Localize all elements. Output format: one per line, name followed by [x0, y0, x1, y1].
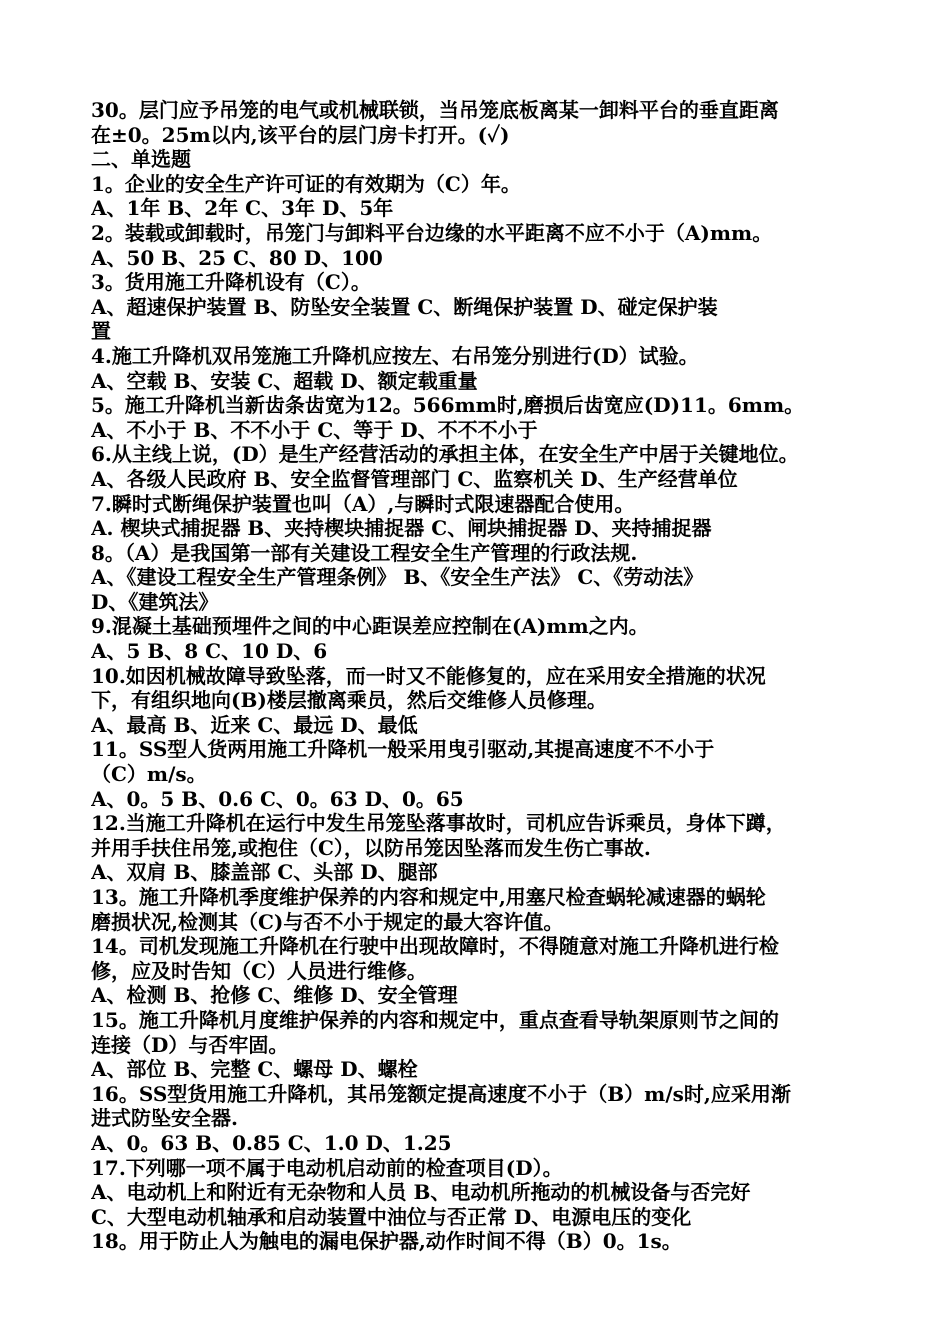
options-16: A、0。63 B、0.85 C、1.0 D、1.25 [91, 1130, 452, 1155]
question-7: 7.瞬时式断绳保护装置也叫（A）,与瞬时式限速器配合使用。 [91, 491, 635, 516]
question-11: 11。SS型人货两用施工升降机一般采用曳引驱动,其提高速度不不小于 [91, 737, 715, 762]
options-15: A、部位 B、完整 C、螺母 D、螺栓 [91, 1057, 418, 1082]
question-16-cont: 进式防坠安全器. [91, 1106, 238, 1131]
question-16: 16。SS型货用施工升降机，其吊笼额定提高速度不小于（B）m/s时,应采用渐 [91, 1081, 791, 1106]
options-12: A、双肩 B、膝盖部 C、头部 D、腿部 [91, 860, 438, 885]
question-8: 8。（A）是我国第一部有关建设工程安全生产管理的行政法规. [91, 540, 638, 565]
question-12: 12.当施工升降机在运行中发生吊笼坠落事故时，司机应告诉乘员，身体下蹲， [91, 811, 786, 836]
document-body [91, 98, 866, 1254]
question-1: 1。企业的安全生产许可证的有效期为（C）年。 [91, 171, 521, 196]
question-14-cont: 修，应及时告知（C）人员进行维修。 [91, 958, 427, 983]
question-13-cont: 磨损状况,检测其（C)与否不小于规定的最大容许值。 [91, 909, 564, 934]
question-15: 15。施工升降机月度维护保养的内容和规定中，重点查看导轨架原则节之间的 [91, 1007, 779, 1032]
options-14: A、检测 B、抢修 C、维修 D、安全管理 [91, 983, 458, 1008]
question-11-cont: （C）m/s。 [91, 762, 207, 787]
options-5: A、不小于 B、不不小于 C、等于 D、不不不小于 [91, 417, 538, 442]
question-3: 3。货用施工升降机设有（C）。 [91, 270, 371, 295]
question-10: 10.如因机械故障导致坠落，而一时又不能修复的，应在采用安全措施的状况 [91, 663, 766, 688]
options-17: A、电动机上和附近有无杂物和人员 B、电动机所拖动的机械设备与否完好 [91, 1180, 751, 1205]
options-3-cont: 置 [91, 319, 111, 344]
question-14: 14。司机发现施工升降机在行驶中出现故障时，不得随意对施工升降机进行检 [91, 934, 779, 959]
question-13: 13。施工升降机季度维护保养的内容和规定中,用塞尺检查蜗轮减速器的蜗轮 [91, 885, 766, 909]
question-2: 2。装载或卸载时，吊笼门与卸料平台边缘的水平距离不应不小于（A)mm。 [91, 220, 773, 245]
options-10: A、最高 B、近来 C、最远 D、最低 [91, 712, 418, 737]
question-6: 6.从主线上说，(D）是生产经营活动的承担主体，在安全生产中居于关键地位。 [91, 442, 799, 467]
options-2: A、50 B、25 C、80 D、100 [91, 245, 383, 270]
options-8-cont: D、《建筑法》 [91, 589, 219, 614]
options-1: A、1年 B、2年 C、3年 D、5年 [91, 196, 394, 221]
options-17-cont: C、大型电动机轴承和启动装置中油位与否正常 D、电源电压的变化 [91, 1204, 692, 1229]
options-6: A、各级人民政府 B、安全监督管理部门 C、监察机关 D、生产经营单位 [91, 466, 738, 491]
options-11: A、0。5 B、0.6 C、0。63 D、0。65 [91, 786, 464, 811]
question-18: 18。用于防止人为触电的漏电保护器,动作时间不得（B）0。1s。 [91, 1229, 682, 1254]
options-7: A. 楔块式捕捉器 B、夹持楔块捕捉器 C、闸块捕捉器 D、夹持捕捉器 [91, 516, 712, 541]
question-10-cont: 下，有组织地向(B)楼层撤离乘员，然后交维修人员修理。 [91, 688, 607, 713]
options-3: A、超速保护装置 B、防坠安全装置 C、断绳保护装置 D、碰定保护装 [91, 294, 718, 319]
question-17: 17.下列哪一项不属于电动机启动前的检查项目(D）。 [91, 1155, 563, 1180]
options-4: A、空载 B、安装 C、超载 D、额定载重量 [91, 368, 478, 393]
question-5: 5。施工升降机当新齿条齿宽为12。566mm时,磨损后齿宽应(D)11。6mm。 [91, 393, 805, 418]
question-4: 4.施工升降机双吊笼施工升降机应按左、右吊笼分别进行(D）试验。 [91, 343, 699, 368]
options-9: A、5 B、8 C、10 D、6 [91, 639, 328, 664]
text-line: 30。层门应予吊笼的电气或机械联锁，当吊笼底板离某一卸料平台的垂直距离 [91, 98, 779, 122]
question-15-cont: 连接（D）与否牢固。 [91, 1032, 289, 1057]
question-9: 9.混凝土基础预埋件之间的中心距误差应控制在(A)mm之内。 [91, 614, 649, 639]
question-12-cont: 并用手扶住吊笼,或抱住（C），以防吊笼因坠落而发生伤亡事故. [91, 835, 651, 860]
options-8: A、《建设工程安全生产管理条例》 B、《安全生产法》 C、《劳动法》 [91, 565, 704, 590]
text-line: 在±0。25m以内,该平台的层门房卡打开。(✓) [91, 122, 510, 147]
section-heading: 二、单选题 [91, 147, 191, 172]
